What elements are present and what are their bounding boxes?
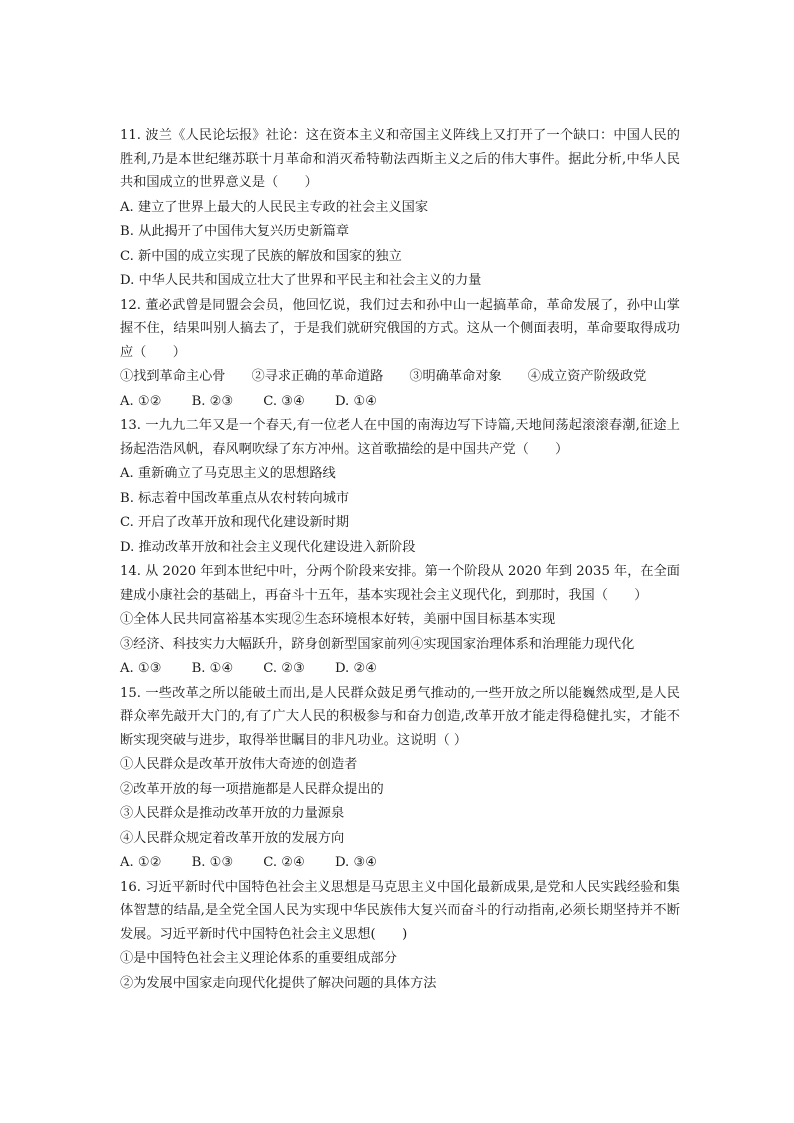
choice-a: A. ①③ bbox=[120, 661, 162, 676]
option-d: D. 中华人民共和国成立壮大了世界和平民主和社会主义的力量 bbox=[120, 273, 482, 288]
statement-line-1: ①全体人民共同富裕基本实现②生态环境根本好转，美丽中国目标基本实现 bbox=[120, 612, 556, 627]
question-stem: 12. 董必武曾是同盟会会员，他回忆说，我们过去和孙中山一起搞革命，革命发展了，孙中山掌握不住，结果叫别人搞去了，于是我们就研究俄国的方式。这从一个侧面表明，革命要取得成功应（ ） bbox=[120, 297, 680, 360]
statement-row bbox=[120, 365, 680, 389]
choice-row bbox=[120, 657, 680, 681]
choice-b: B. ①④ bbox=[191, 661, 234, 676]
statement-3: ③人民群众是推动改革开放的力量源泉 bbox=[120, 806, 345, 821]
option-a: A. 建立了世界上最大的人民民主专政的社会主义国家 bbox=[120, 199, 429, 215]
question-14 bbox=[120, 560, 680, 681]
choice-c: C. ②④ bbox=[263, 855, 305, 870]
option-a: A. 重新确立了马克思主义的思想路线 bbox=[120, 466, 336, 481]
statement-2: ②为发展中国家走向现代化提供了解决问题的具体方法 bbox=[120, 975, 437, 991]
choice-c: C. ②③ bbox=[263, 661, 305, 676]
statement-1: ①是中国特色社会主义理论体系的重要组成部分 bbox=[120, 951, 397, 966]
option-c: C. 开启了改革开放和现代化建设新时期 bbox=[120, 515, 350, 530]
statement-1: ①找到革命主心骨 bbox=[120, 369, 226, 384]
question-12 bbox=[120, 294, 680, 414]
question-stem: 16. 习近平新时代中国特色社会主义思想是马克思主义中国化最新成果,是党和人民实践经验和集体智慧的结晶,是全党全国人民为实现中华民族伟大复兴而奋斗的行动指南,必须长期坚持并不断发展。习近平新时代中国特色社会主义思想( ) bbox=[120, 879, 680, 942]
question-13 bbox=[120, 414, 680, 559]
question-stem: 13. 一九九二年又是一个春天,有一位老人在中国的南海边写下诗篇,天地间荡起滚滚春潮,征途上扬起浩浩风帆，春风啊吹绿了东方冲州。这首歌描绘的是中国共产党（ ） bbox=[120, 418, 680, 457]
statement-4: ④人民群众规定着改革开放的发展方向 bbox=[120, 830, 345, 846]
question-stem: 14. 从 2020 年到本世纪中叶，分两个阶段来安排。第一个阶段从 2020 年到 2035 年，在全面建成小康社会的基础上，再奋斗十五年，基本实现社会主义现代化，到那时，我国（ ） bbox=[120, 564, 680, 603]
choice-d: D. ①④ bbox=[334, 393, 378, 409]
question-16 bbox=[120, 876, 680, 996]
statement-4: ④成立资产阶级政党 bbox=[527, 369, 647, 384]
choice-b: B. ②③ bbox=[191, 393, 234, 409]
question-stem: 11. 波兰《人民论坛报》社论：这在资本主义和帝国主义阵线上又打开了一个缺口：中国人民的胜利,乃是本世纪继苏联十月革命和消灭希特勒法西斯主义之后的伟大事件。据此分析,中华人民共和国成立的世界意义是（ ） bbox=[120, 128, 680, 190]
choice-a: A. ①② bbox=[120, 855, 162, 870]
statement-3: ③明确革命对象 bbox=[409, 369, 502, 384]
option-b: B. 标志着中国改革重点从农村转向城市 bbox=[120, 490, 350, 506]
option-d: D. 推动改革开放和社会主义现代化建设进入新阶段 bbox=[120, 539, 416, 555]
choice-c: C. ③④ bbox=[263, 393, 305, 409]
choice-row bbox=[120, 851, 680, 875]
choice-a: A. ①② bbox=[120, 393, 162, 409]
question-15 bbox=[120, 682, 680, 875]
statement-2: ②改革开放的每一项措施都是人民群众提出的 bbox=[120, 781, 384, 797]
choice-d: D. ③④ bbox=[334, 855, 378, 870]
choice-row bbox=[120, 390, 680, 414]
choice-d: D. ②④ bbox=[334, 661, 378, 676]
statement-1: ①人民群众是改革开放伟大奇迹的创造者 bbox=[120, 757, 358, 772]
statement-2: ②寻求正确的革命道路 bbox=[251, 369, 384, 384]
exam-page bbox=[120, 124, 680, 996]
option-b: B. 从此揭开了中国伟大复兴历史新篇章 bbox=[120, 224, 350, 239]
choice-b: B. ①③ bbox=[191, 855, 234, 870]
option-c: C. 新中国的成立实现了民族的解放和国家的独立 bbox=[120, 248, 402, 264]
question-stem: 15. 一些改革之所以能破土而出,是人民群众鼓足勇气推动的,一些开放之所以能巍然成型,是人民群众率先敲开大门的,有了广大人民的积极参与和奋力创造,改革开放才能走得稳健扎实，才能不断实现突破与进步，取得举世瞩目的非凡功业。这说明（ ） bbox=[120, 685, 680, 748]
question-11 bbox=[120, 124, 680, 293]
statement-line-2: ③经济、科技实力大幅跃升，跻身创新型国家前列④实现国家治理体系和治理能力现代化 bbox=[120, 636, 635, 652]
